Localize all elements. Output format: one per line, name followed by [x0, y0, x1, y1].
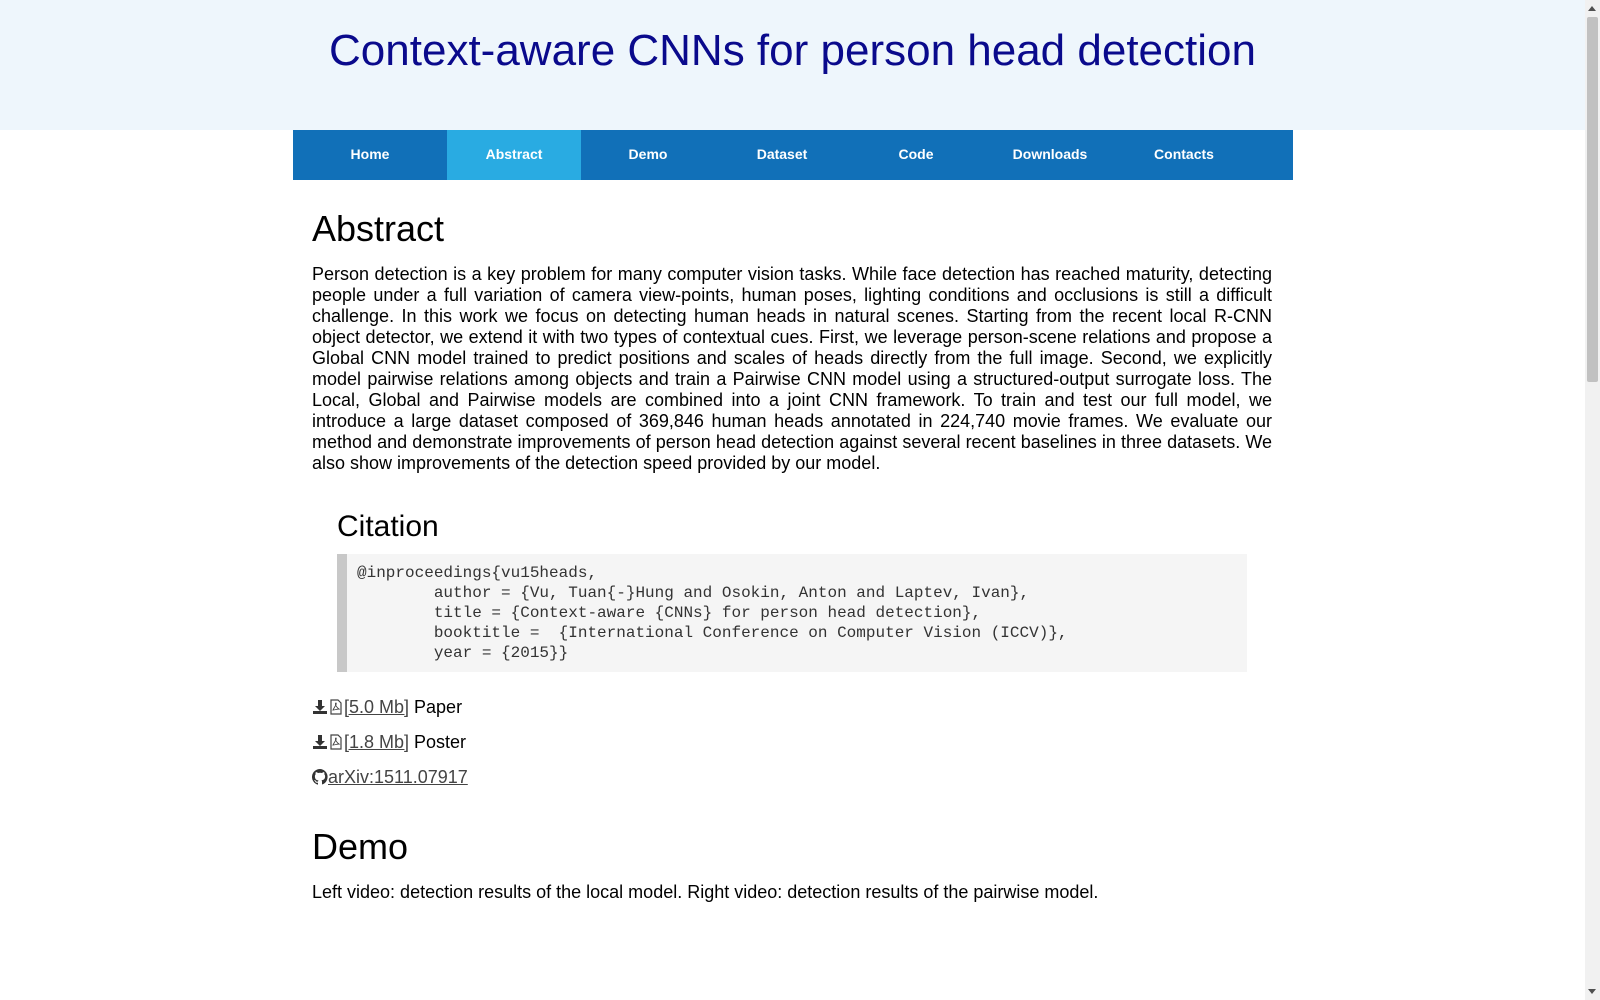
- bibtex-block: @inproceedings{vu15heads, author = {Vu, Tuan{-}Hung and Osokin, Anton and Laptev, Ivan}, title = {Context-aware {CNNs} for person head detection}, booktitle = {International Conference on Computer Vision (ICCV)}, year = {2015}}: [337, 554, 1247, 672]
- scroll-up-icon[interactable]: [1588, 6, 1596, 11]
- nav-item-abstract[interactable]: Abstract: [447, 130, 581, 180]
- nav-item-code[interactable]: Code: [898, 146, 934, 162]
- nav-item-downloads[interactable]: Downloads: [1012, 146, 1088, 162]
- paper-label: Paper: [414, 696, 463, 717]
- page-scrollbar[interactable]: [1585, 0, 1600, 1000]
- nav-item-home[interactable]: Home: [350, 146, 390, 162]
- download-icon: [312, 734, 328, 750]
- arxiv-link[interactable]: arXiv:1511.07917: [328, 766, 468, 787]
- paper-download-row: [312, 696, 1272, 718]
- scroll-down-icon[interactable]: [1588, 989, 1596, 994]
- citation-heading: Citation: [337, 510, 439, 543]
- poster-download-row: [312, 731, 1272, 753]
- github-icon: [312, 769, 328, 785]
- demo-text: Left video: detection results of the local model. Right video: detection results of the pairwise model.: [312, 882, 1099, 902]
- nav-item-contacts[interactable]: Contacts: [1154, 146, 1214, 162]
- abstract-heading: Abstract: [312, 208, 445, 249]
- abstract-text: Person detection is a key problem for many computer vision tasks. While face detection has reached maturity, detecting people under a full variation of camera view-points, human poses, lighting conditions and occlusions is still a difficult challenge. In this work we focus on detecting human heads in natural scenes. Starting from the recent local R-CNN object detector, we extend it with two types of contextual cues. First, we leverage person-scene relations and propose a Global CNN model trained to predict positions and scales of heads directly from the full image. Second, we explicitly model pairwise relations among objects and train a Pairwise CNN model using a structured-output surrogate loss. The Local, Global and Pairwise models are combined into a joint CNN framework. To train and test our full model, we introduce a large dataset composed of 369,846 human heads annotated in 224,740 movie frames. We evaluate our method and demonstrate improvements of person head detection against several recent baselines in three datasets. We also show improvements of the detection speed provided by our model.: [312, 264, 1272, 473]
- poster-label: Poster: [414, 731, 467, 752]
- nav-item-demo[interactable]: Demo: [628, 146, 668, 162]
- pdf-icon: [328, 699, 344, 715]
- download-icon: [312, 699, 328, 715]
- demo-heading: Demo: [312, 826, 409, 867]
- page-title: Context-aware CNNs for person head detection: [329, 26, 1256, 75]
- nav-item-dataset[interactable]: Dataset: [756, 146, 808, 162]
- scrollbar-thumb[interactable]: [1587, 17, 1598, 382]
- main-content: [312, 180, 1272, 903]
- page-header: [0, 0, 1585, 130]
- poster-download-link[interactable]: [1.8 Mb]: [344, 731, 410, 752]
- paper-download-link[interactable]: [5.0 Mb]: [344, 696, 410, 717]
- nav-bar: [293, 130, 1293, 180]
- arxiv-row: [312, 766, 1272, 788]
- pdf-icon: [328, 734, 344, 750]
